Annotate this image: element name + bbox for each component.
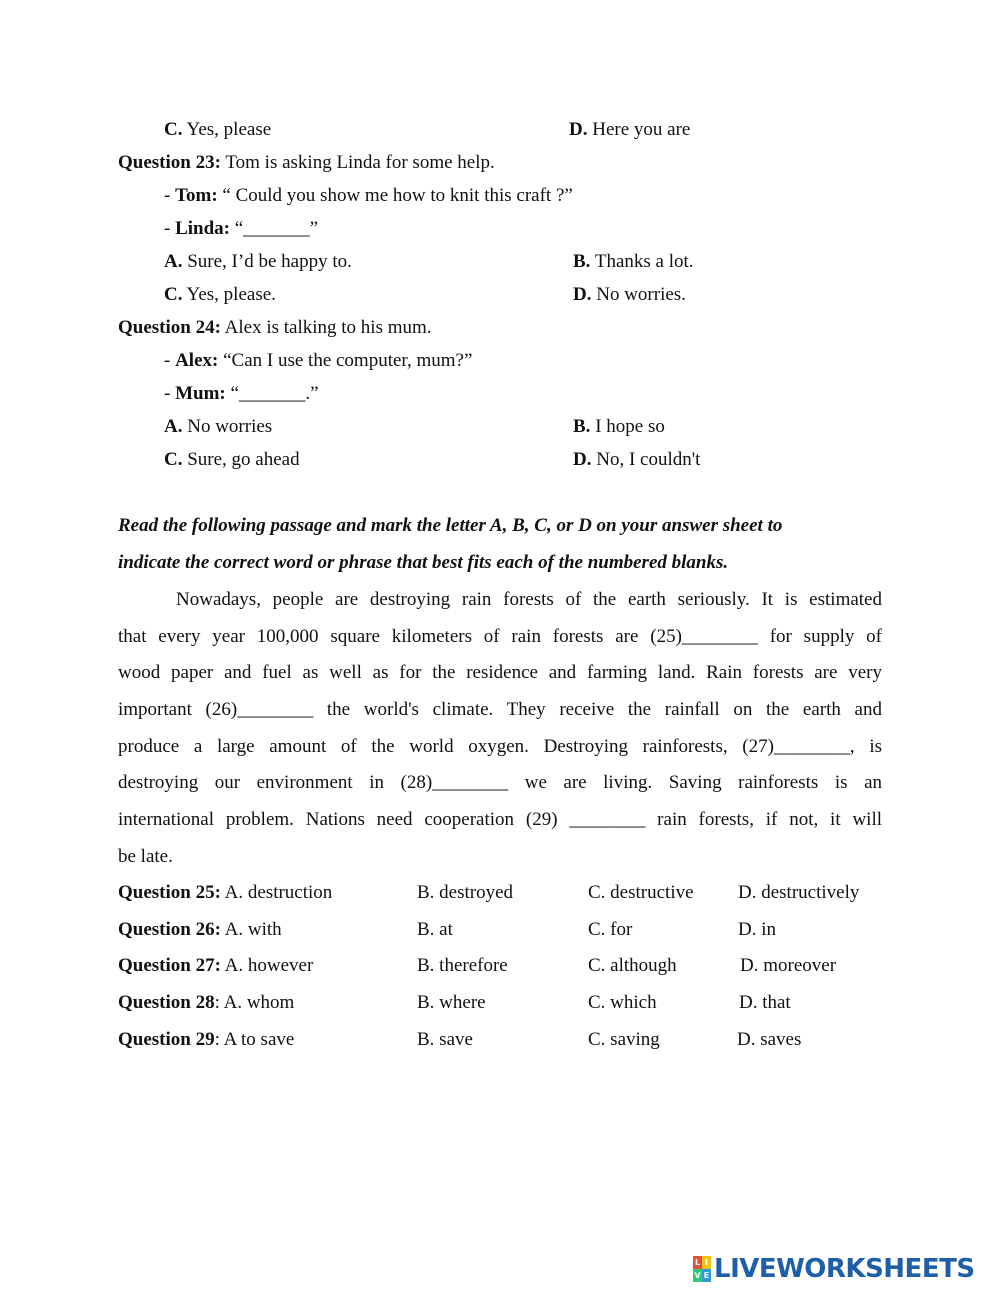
q24-stem: Question 24: Alex is talking to his mum. [118, 317, 432, 338]
option-d: D. saves [737, 1029, 802, 1050]
instructions-line-1: Read the following passage and mark the letter A, B, C, or D on your answer sheet to [118, 515, 783, 536]
option-b: B. save [417, 1029, 473, 1050]
option-b: B. destroyed [417, 882, 514, 903]
question-label: Question 28 [118, 992, 215, 1013]
passage-line: be late. [118, 846, 173, 867]
option-b: B. where [417, 992, 486, 1013]
q22-option-d: D. Here you are [569, 119, 691, 140]
q24-option-d: D. No, I couldn't [573, 449, 701, 470]
option-c: C. which [588, 992, 657, 1013]
option-a: A. destruction [224, 882, 333, 903]
q23-option-c: C. Yes, please. [164, 284, 276, 305]
question-label: Question 27: [118, 955, 221, 976]
q24-option-b: B. I hope so [573, 416, 665, 437]
liveworksheets-logo [693, 1254, 975, 1284]
passage-line: wood paper and fuel as well as for the residence and farming land. Rain forests are very [118, 662, 882, 683]
option-a: A. however [224, 955, 314, 976]
option-b: B. at [417, 919, 453, 940]
option-d: D. in [738, 919, 776, 940]
q23-dialog-linda: - Linda: “_______” [164, 218, 319, 239]
option-d: D. destructively [738, 882, 860, 903]
q23-option-a: A. Sure, I’d be happy to. [164, 251, 352, 272]
q23-stem: Question 23: Tom is asking Linda for some help. [118, 152, 495, 173]
logo-text: LIVEWORKSHEETS [714, 1254, 975, 1284]
option-a: A. whom [223, 992, 295, 1013]
option-c: C. destructive [588, 882, 694, 903]
logo-badge-icon: L I V E [694, 1258, 710, 1280]
option-c: C. although [588, 955, 677, 976]
q24-option-c: C. Sure, go ahead [164, 449, 300, 470]
option-a: A. with [224, 919, 282, 940]
q24-dialog-alex: - Alex: “Can I use the computer, mum?” [164, 350, 473, 371]
option-c: C. for [588, 919, 633, 940]
passage-line: destroying our environment in (28)________ we are living. Saving rainforests is an [118, 772, 882, 793]
q24-option-a: A. No worries [164, 416, 273, 437]
option-d: D. that [739, 992, 791, 1013]
option-a: A to save [223, 1029, 295, 1050]
q23-option-b: B. Thanks a lot. [573, 251, 694, 272]
instructions-line-2: indicate the correct word or phrase that best fits each of the numbered blanks. [118, 552, 729, 573]
q23-option-d: D. No worries. [573, 284, 686, 305]
passage-line: that every year 100,000 square kilometers of rain forests are (25)________ for supply of [118, 626, 882, 647]
passage-line: Nowadays, people are destroying rain forests of the earth seriously. It is estimated [176, 589, 882, 610]
question-label: Question 25: [118, 882, 221, 903]
question-label: Question 26: [118, 919, 221, 940]
passage-line: international problem. Nations need cooperation (29) ________ rain forests, if not, it will [118, 809, 882, 830]
q22-option-c: C. Yes, please [164, 119, 272, 140]
q24-dialog-mum: - Mum: “_______.” [164, 383, 319, 404]
passage-line: produce a large amount of the world oxygen. Destroying rainforests, (27)________, is [118, 736, 882, 757]
q23-dialog-tom: - Tom: “ Could you show me how to knit this craft ?” [164, 185, 573, 206]
question-label: Question 29 [118, 1029, 215, 1050]
passage-line: important (26)________ the world's climate. They receive the rainfall on the earth and [118, 699, 882, 720]
option-c: C. saving [588, 1029, 660, 1050]
option-d: D. moreover [740, 955, 837, 976]
option-b: B. therefore [417, 955, 508, 976]
